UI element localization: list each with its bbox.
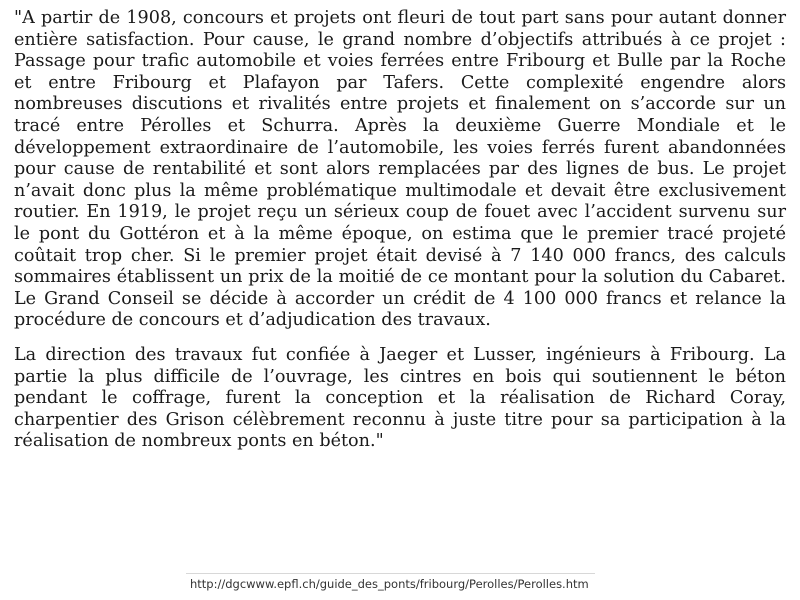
paragraph-history: "A partir de 1908, concours et projets ont fleuri de tout part sans pour autant donner entière satisfaction. Pour cause, le grand nombre d’objectifs attribués à ce projet : Passage pour trafic automobile et voies ferrées entre Fribourg et Bulle par la Roche et entre Fribourg et Plafayon par Tafers. Cette complexité engendre alors nombreuses discutions et rivalités entre projets et finalement on s’accorde sur un tracé entre Pérolles et Schurra. Après la deuxième Guerre Mondiale et le développement extraordinaire de l’automobile, les voies ferrés furent abandonnées pour cause de rentabilité et sont alors remplacées par des lignes de bus. Le projet n’avait donc plus la même problématique multimodale et devait être exclusivement routier. En 1919, le projet reçu un sérieux coup de fouet avec l’accident survenu sur le pont du Gottéron et à la même époque, on estima que le premier tracé projeté coûtait trop cher. Si le premier projet était devisé à 7 140 000 francs, des calculs sommaires établissent un prix de la moitié de ce montant pour la solution du Cabaret. Le Grand Conseil se décide à accorder un crédit de 4 100 000 francs et relance la procédure de concours et d’adjudication des travaux. (14, 8, 786, 331)
paragraph-construction: La direction des travaux fut confiée à Jaeger et Lusser, ingénieurs à Fribourg. La partie la plus difficile de l’ouvrage, les cintres en bois qui soutiennent le béton pendant le coffrage, furent la conception et la réalisation de Richard Coray, charpentier des Grison célèbrement reconnu à juste titre pour sa participation à la réalisation de nombreux ponts en béton." (14, 344, 786, 452)
source-url: http://dgcwww.epfl.ch/guide_des_ponts/fribourg/Perolles/Perolles.htm (186, 573, 595, 591)
quote-block (14, 8, 786, 453)
